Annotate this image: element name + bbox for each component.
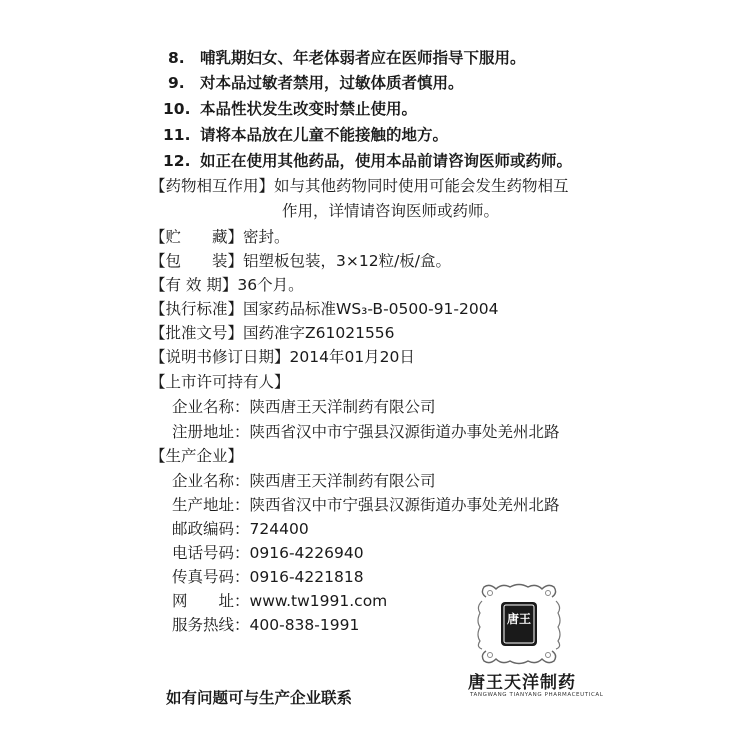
holder-name-value: 陕西唐王天洋制药有限公司: [249, 398, 436, 416]
holder-name-row: [172, 397, 436, 417]
validity-label: 【有 效 期】: [150, 276, 238, 294]
interaction-text-line2: 作用，详情请咨询医师或药师。: [282, 202, 500, 220]
approval-label: 【批准文号】: [150, 324, 244, 342]
warning-item: [163, 151, 572, 171]
hotline-label: 服务热线：: [172, 616, 250, 634]
fax-label: 传真号码：: [172, 568, 250, 586]
approval-row: [150, 323, 395, 343]
revision-row: [150, 347, 415, 367]
revision-label: 【说明书修订日期】: [150, 348, 290, 366]
storage-value: 密封。: [243, 228, 290, 246]
company-logo: [474, 583, 564, 665]
holder-name-label: 企业名称：: [172, 398, 250, 416]
warning-text: 哺乳期妇女、年老体弱者应在医师指导下服用。: [200, 49, 526, 67]
manufacturer-address-label: 生产地址：: [172, 496, 250, 514]
phone-value: 0916-4226940: [249, 544, 364, 562]
manufacturer-name-row: [172, 471, 436, 491]
standard-label: 【执行标准】: [150, 300, 244, 318]
validity-value: 36个月。: [237, 276, 304, 294]
website-label: 网 址：: [172, 592, 250, 610]
warning-number: 11.: [163, 126, 191, 144]
holder-address-value: 陕西省汉中市宁强县汉源街道办事处羌州北路: [249, 423, 560, 441]
holder-address-row: [172, 422, 560, 442]
validity-row: [150, 275, 304, 295]
warning-item: [163, 125, 448, 145]
hotline-value: 400-838-1991: [249, 616, 360, 634]
warning-number: 9.: [168, 74, 185, 92]
interaction-text-line1: 如与其他药物同时使用可能会发生药物相互: [274, 177, 569, 195]
interaction-label: 【药物相互作用】: [150, 177, 275, 195]
logo-company-name: 唐王天洋制药: [468, 673, 576, 693]
manufacturer-address-value: 陕西省汉中市宁强县汉源街道办事处羌州北路: [249, 496, 560, 514]
manufacturer-name-value: 陕西唐王天洋制药有限公司: [249, 472, 436, 490]
logo-mark-text: 唐王: [506, 612, 531, 626]
website-value: www.tw1991.com: [249, 592, 388, 610]
postcode-label: 邮政编码：: [172, 520, 250, 538]
manufacturer-heading: 【生产企业】: [150, 447, 244, 465]
revision-value: 2014年01月20日: [289, 348, 415, 366]
fax-value: 0916-4221818: [249, 568, 364, 586]
postcode-row: [172, 519, 309, 539]
warning-item: [168, 73, 464, 93]
holder-heading: 【上市许可持有人】: [150, 373, 290, 391]
package-label: 【包 装】: [150, 252, 244, 270]
storage-row: [150, 227, 290, 247]
interaction-section: [150, 176, 569, 196]
approval-value: 国药准字Z61021556: [243, 324, 395, 342]
warning-text: 如正在使用其他药品，使用本品前请咨询医师或药师。: [200, 152, 573, 170]
phone-row: [172, 543, 364, 563]
standard-row: [150, 299, 498, 319]
standard-value: 国家药品标准WS₃-B-0500-91-2004: [243, 300, 499, 318]
holder-address-label: 注册地址：: [172, 423, 250, 441]
postcode-value: 724400: [249, 520, 309, 538]
warning-number: 10.: [163, 100, 191, 118]
hotline-row: [172, 615, 359, 635]
warning-number: 8.: [168, 49, 185, 67]
warning-number: 12.: [163, 152, 191, 170]
warning-text: 请将本品放在儿童不能接触的地方。: [200, 126, 449, 144]
warning-item: [168, 48, 526, 68]
website-row: [172, 591, 387, 611]
warning-text: 对本品过敏者禁用，过敏体质者慎用。: [200, 74, 464, 92]
package-row: [150, 251, 451, 271]
footer-note: 如有问题可与生产企业联系: [166, 689, 353, 707]
storage-label: 【贮 藏】: [150, 228, 244, 246]
fax-row: [172, 567, 364, 587]
package-value: 铝塑板包装，3×12粒/板/盒。: [243, 252, 452, 270]
manufacturer-address-row: [172, 495, 560, 515]
warning-item: [163, 99, 417, 119]
logo-company-english: TANGWANG TIANYANG PHARMACEUTICAL: [470, 692, 604, 698]
phone-label: 电话号码：: [172, 544, 250, 562]
warning-text: 本品性状发生改变时禁止使用。: [200, 100, 418, 118]
manufacturer-name-label: 企业名称：: [172, 472, 250, 490]
